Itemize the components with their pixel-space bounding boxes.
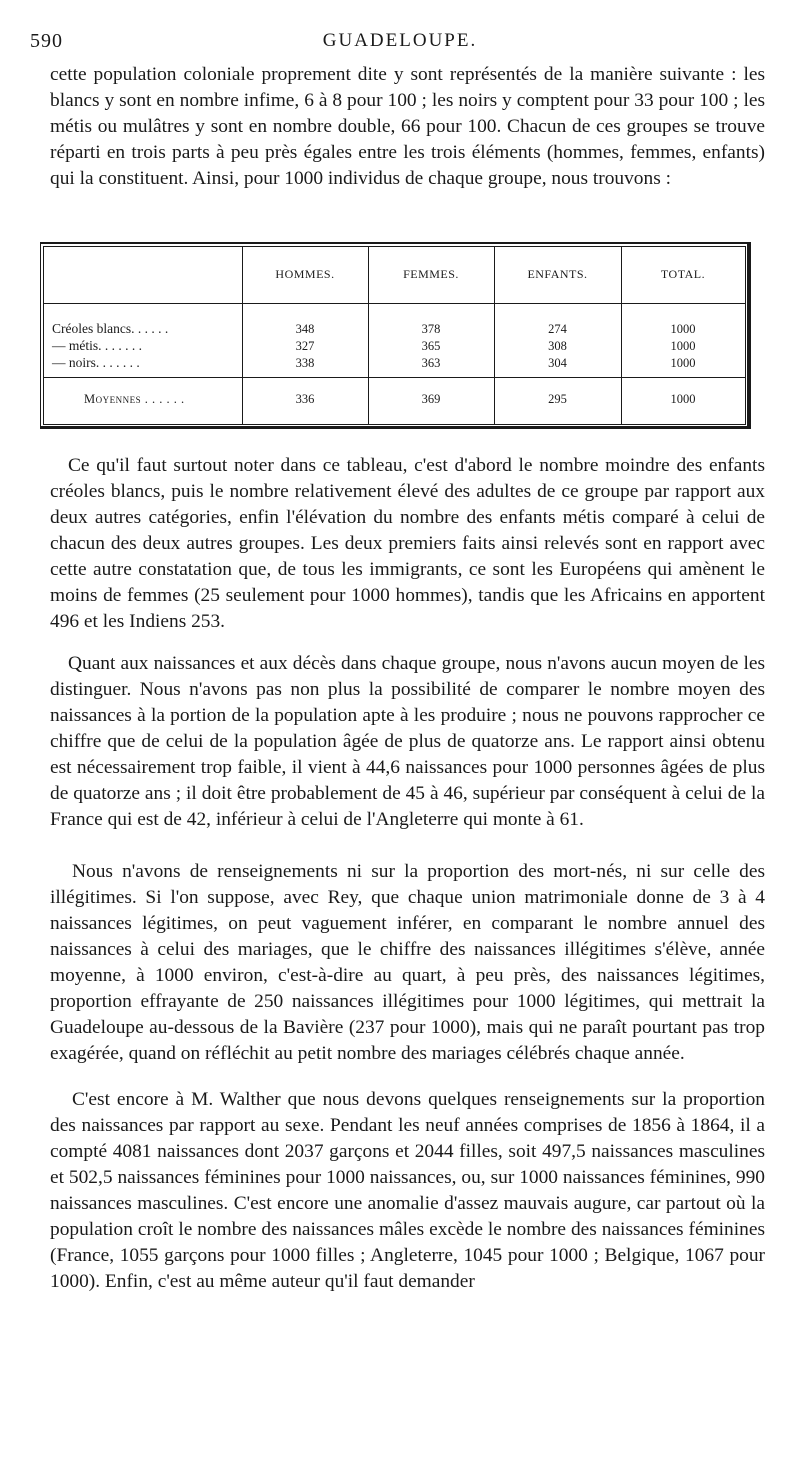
cell-metis-femmes: 365 — [421, 339, 441, 353]
cell-moyennes-total: 1000 — [670, 392, 696, 406]
row-label-metis: — métis. . . . . . . — [52, 338, 142, 353]
row-label-noirs: — noirs. . . . . . . — [52, 355, 140, 370]
header-total: TOTAL. — [660, 267, 706, 281]
paragraph-naissances: Quant aux naissances et aux décès dans chaque groupe, nous n'avons aucun moyen de les distinguer. Nous n'avons pas non plus la possibilité de comparer le nombre moyen des naissances à la portion de la population apte à les produire ; nous ne pouvons rapprocher ce chiffre que de celui de la population âgée de plus de quatorze ans. Le rapport ainsi obtenu est nécessairement trop faible, il vient à 44,6 naissances pour 1000 personnes âgées de plus de quatorze ans ; il doit être probablement de 45 à 46, supérieur par conséquent à celui de la France qui est de 42, inférieur à celui de l'Angleterre qui monte à 61. — [50, 653, 765, 830]
page-header — [0, 30, 800, 56]
cell-noirs-enfants: 304 — [548, 356, 567, 370]
paragraph-tableau: Ce qu'il faut surtout noter dans ce tableau, c'est d'abord le nombre moindre des enfants créoles blancs, puis le nombre relativement élevé des adultes de ce groupe par rapport aux deux autres catégories, enfin l'élévation du nombre des enfants métis comparé à celui de chacun des deux autres groupes. Les deux premiers faits ainsi relevés sont en rapport avec cette autre constatation que, de tous les immigrants, ce sont les Européens qui amènent le moins de femmes (25 seulement pour 1000 hommes), tandis que les Africains en apportent 496 et les Indiens 253. — [50, 455, 765, 632]
cell-blancs-hommes: 348 — [295, 322, 315, 336]
population-table — [40, 242, 751, 429]
header-divider — [44, 303, 745, 304]
cell-blancs-femmes: 378 — [421, 322, 441, 336]
table-inner-frame — [43, 246, 746, 425]
paragraph-sexe: C'est encore à M. Walther que nous devons quelques renseignements sur la proportion des naissances par rapport au sexe. Pendant les neuf années comprises de 1856 à 1864, il a compté 4081 naissances dont 2037 garçons et 2044 filles, soit 497,5 naissances masculines et 502,5 naissances féminines pour 1000 naissances, ou, sur 1000 naissances féminines, 990 naissances masculines. C'est encore une anomalie d'assez mauvais augure, car partout où la population croît le nombre des naissances mâles excède le nombre des naissances féminines (France, 1055 garçons pour 1000 filles ; Angleterre, 1045 pour 1000 ; Belgique, 1067 pour 1000). Enfin, c'est au même auteur qu'il faut demander — [50, 1089, 765, 1292]
cell-moyennes-enfants: 295 — [548, 392, 567, 406]
row-label-moyennes: Moyennes . . . . . . — [84, 392, 185, 406]
paragraph-intro: cette population coloniale proprement dite y sont représentés de la manière suivante : les blancs y sont en nombre infime, 6 à 8 pour 100 ; les noirs y comptent pour 33 pour 100 ; les métis ou mulâtres y sont en nombre double, 66 pour 100. Chacun de ces groupes se trouve réparti en trois parts à peu près égales entre les trois éléments (hommes, femmes, enfants) qui la constituent. Ainsi, pour 1000 individus de chaque groupe, nous trouvons : — [50, 64, 765, 189]
cell-moyennes-femmes: 369 — [421, 392, 441, 406]
cell-metis-total: 1000 — [670, 339, 696, 353]
header-femmes: FEMMES. — [403, 267, 459, 281]
page-number: 590 — [30, 30, 63, 52]
header-enfants: ENFANTS. — [527, 267, 588, 281]
cell-blancs-enfants: 274 — [548, 322, 567, 336]
average-divider — [44, 377, 745, 378]
paragraph-illegitimes: Nous n'avons de renseignements ni sur la proportion des mort-nés, ni sur celle des illégitimes. Si l'on suppose, avec Rey, que chaque union matrimoniale donne de 3 à 4 naissances légitimes, on peut vaguement inférer, en comparant le nombre annuel des naissances à celui des mariages, que le chiffre des naissances illégitimes s'élève, année moyenne, à 1000 environ, c'est-à-dire au quart, à peu près, des naissances légitimes, proportion effrayante de 250 naissances illégitimes pour 1000 légitimes, qui mettrait la Guadeloupe au-dessous de la Bavière (237 pour 1000), mais qui ne paraît pourtant pas trop exagérée, quand on réfléchit au petit nombre des mariages célébrés chaque année. — [50, 861, 765, 1064]
cell-noirs-femmes: 363 — [421, 356, 441, 370]
header-hommes: HOMMES. — [275, 267, 335, 281]
running-title: GUADELOUPE. — [322, 30, 478, 51]
cell-moyennes-hommes: 336 — [295, 392, 315, 406]
row-label-blancs: Créoles blancs. . . . . . — [52, 321, 169, 336]
cell-metis-hommes: 327 — [295, 339, 315, 353]
cell-noirs-hommes: 338 — [295, 356, 315, 370]
cell-metis-enfants: 308 — [548, 339, 567, 353]
cell-noirs-total: 1000 — [670, 356, 696, 370]
cell-blancs-total: 1000 — [670, 322, 696, 336]
